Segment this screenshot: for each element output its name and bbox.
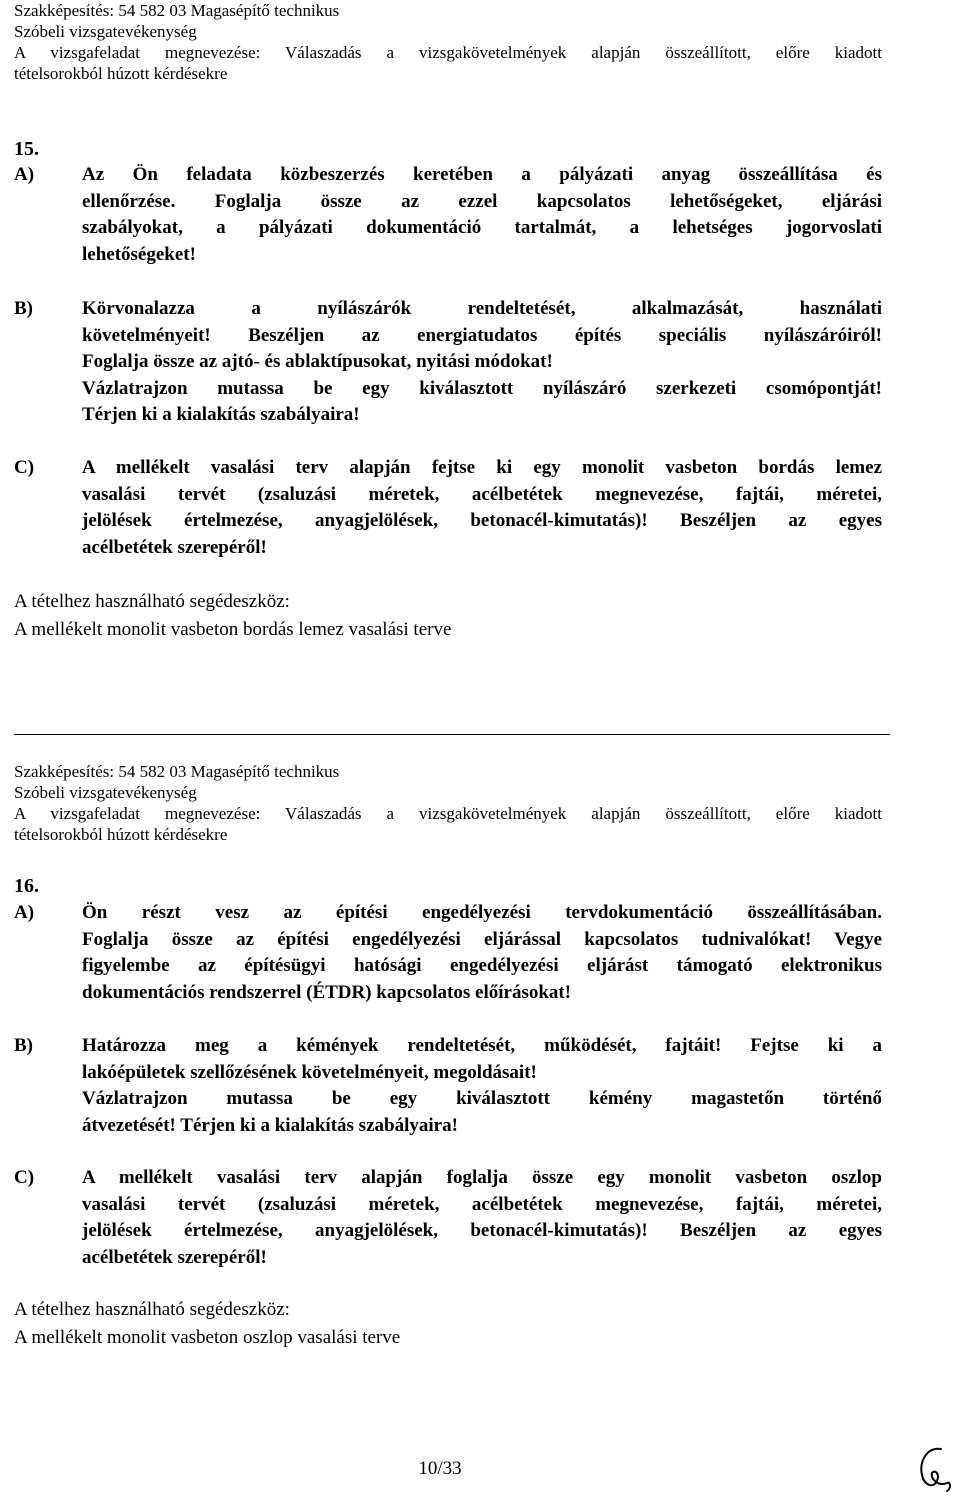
text-line: Ön részt vesz az építési engedélyezési tervdokumentáció összeállításában. <box>82 902 882 923</box>
text-line: jelölések értelmezése, anyagjelölések, betonacél-kimutatás)! Beszéljen az egyes <box>82 510 882 531</box>
header-task-name-cont: tételsorokból húzott kérdésekre <box>14 825 228 844</box>
text-line: lehetőségeket! <box>82 243 196 265</box>
header-task-name: A vizsgafeladat megnevezése: Válaszadás a vizsgakövetelmények alapján összeállított, előre kiadott <box>14 804 882 823</box>
text-line: vasalási tervét (zsaluzási méretek, acélbetétek megnevezése, fajtái, méretei, <box>82 483 882 505</box>
header-qualification: Szakképesítés: 54 582 03 Magasépítő technikus <box>14 1 340 20</box>
page-divider <box>14 734 890 735</box>
text-line: lakóépületek szellőzésének követelményeit, megoldásait! <box>82 1061 537 1083</box>
text-line: acélbetétek szerepéről! <box>82 1246 267 1268</box>
text-line: A mellékelt vasalási terv alapján foglalja össze egy monolit vasbeton oszlop <box>82 1167 882 1188</box>
text-line: acélbetétek szerepéről! <box>82 536 267 558</box>
text-line: vasalási tervét (zsaluzási méretek, acélbetétek megnevezése, fajtái, méretei, <box>82 1193 882 1215</box>
task-text <box>82 900 882 1006</box>
text-line: jelölések értelmezése, anyagjelölések, betonacél-kimutatás)! Beszéljen az egyes <box>82 1220 882 1241</box>
question-number: 15. <box>14 138 39 160</box>
page-header <box>14 761 882 845</box>
task-c <box>14 1165 882 1271</box>
signature-icon <box>913 1443 953 1493</box>
text-line: ellenőrzése. Foglalja össze az ezzel kapcsolatos lehetőségeket, eljárási <box>82 190 882 212</box>
text-line: szabályokat, a pályázati dokumentáció tartalmát, a lehetséges jogorvoslati <box>82 217 882 238</box>
header-task-name: A vizsgafeladat megnevezése: Válaszadás a vizsgakövetelmények alapján összeállított, előre kiadott <box>14 43 882 62</box>
task-label: C) <box>14 1167 35 1188</box>
text-line: Foglalja össze az építési engedélyezési eljárással kapcsolatos tudnivalókat! Vegye <box>82 928 882 950</box>
task-label: A) <box>14 164 35 185</box>
text-line: Térjen ki a kialakítás szabályaira! <box>82 404 360 425</box>
task-label: B) <box>14 1035 33 1056</box>
task-b <box>14 1033 882 1139</box>
task-b <box>14 296 882 429</box>
header-task-name-cont: tételsorokból húzott kérdésekre <box>14 64 228 83</box>
text-line: átvezetését! Térjen ki a kialakítás szabályaira! <box>82 1114 458 1136</box>
text-line: figyelembe az építésügyi hatósági engedélyezési eljárást támogató elektronikus <box>82 955 882 976</box>
task-label: B) <box>14 298 33 319</box>
text-line: követelményeit! Beszéljen az energiatudatos építés speciális nyílászáróiról! <box>82 324 882 346</box>
task-a <box>14 900 882 1006</box>
task-label: C) <box>14 457 35 478</box>
question-number: 16. <box>14 875 39 897</box>
aid-label: A tételhez használható segédeszköz: <box>14 591 290 612</box>
page-header <box>14 0 882 84</box>
text-line: Vázlatrajzon mutassa be egy kiválasztott nyílászáró szerkezeti csomópontját! <box>82 377 882 399</box>
task-text <box>82 296 882 429</box>
task-text <box>82 1033 882 1139</box>
text-line: Az Ön feladata közbeszerzés keretében a pályázati anyag összeállítása és <box>82 164 882 185</box>
text-line: A mellékelt vasalási terv alapján fejtse ki egy monolit vasbeton bordás lemez <box>82 457 882 478</box>
aid-label: A tételhez használható segédeszköz: <box>14 1299 290 1320</box>
task-text <box>82 162 882 268</box>
task-c <box>14 455 882 561</box>
header-qualification: Szakképesítés: 54 582 03 Magasépítő technikus <box>14 762 340 781</box>
task-a <box>14 162 882 268</box>
text-line: dokumentációs rendszerrel (ÉTDR) kapcsolatos előírásokat! <box>82 981 572 1003</box>
aid-section <box>14 588 451 644</box>
header-exam-type: Szóbeli vizsgatevékenység <box>14 22 197 41</box>
text-line: Határozza meg a kémények rendeltetését, működését, fajtáit! Fejtse ki a <box>82 1035 882 1056</box>
aid-value: A mellékelt monolit vasbeton oszlop vasalási terve <box>14 1327 401 1348</box>
header-exam-type: Szóbeli vizsgatevékenység <box>14 783 197 802</box>
task-label: A) <box>14 902 35 923</box>
task-text <box>82 455 882 561</box>
text-line: Foglalja össze az ajtó- és ablaktípusokat, nyitási módokat! <box>82 351 553 372</box>
page-number: 10/33 <box>418 1458 462 1479</box>
text-line: Vázlatrajzon mutassa be egy kiválasztott kémény magastetőn történő <box>82 1088 882 1109</box>
aid-section <box>14 1296 400 1352</box>
aid-value: A mellékelt monolit vasbeton bordás lemez vasalási terve <box>14 619 452 640</box>
text-line: Körvonalazza a nyílászárók rendeltetését, alkalmazását, használati <box>82 298 882 319</box>
task-text <box>82 1165 882 1271</box>
